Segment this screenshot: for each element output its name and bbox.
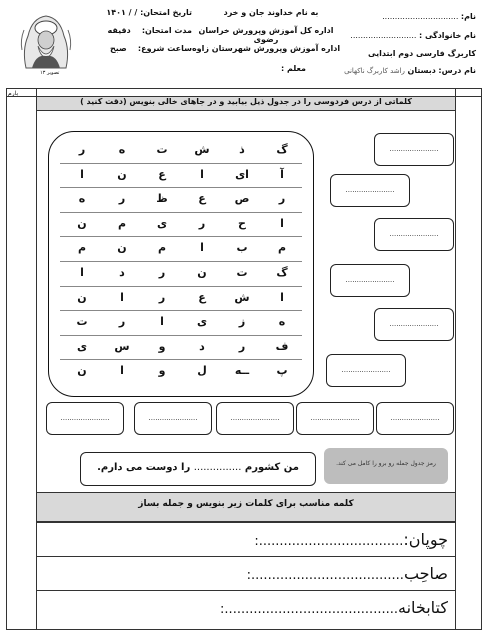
answer-box-11[interactable]	[46, 402, 124, 435]
row-line-1	[36, 522, 456, 523]
grid-letter[interactable]: ت	[156, 143, 168, 156]
exercise-row-3[interactable]	[220, 598, 448, 617]
family-field[interactable]	[336, 31, 476, 40]
grid-letter[interactable]: ص	[234, 192, 250, 206]
header	[6, 6, 482, 88]
grid-letter[interactable]: م	[117, 216, 127, 230]
grid-letter[interactable]: م	[77, 241, 87, 255]
exercise-dots: ...................................:	[254, 534, 404, 549]
grid-letter[interactable]: ا	[120, 364, 124, 378]
exam-date: تاریخ امتحان: / / ۱۴۰۱	[106, 8, 192, 17]
grid-letter[interactable]: ا	[200, 241, 204, 255]
grid-letter[interactable]: ز	[238, 315, 246, 329]
grid-letter[interactable]: آ	[280, 167, 284, 181]
grid-letter[interactable]: ر	[198, 216, 206, 230]
sentence-dots: ...............	[193, 462, 242, 473]
grid-letter[interactable]: ا	[120, 290, 124, 304]
answer-box-2[interactable]	[330, 174, 410, 207]
exercise-word: کتابخانه	[397, 598, 448, 617]
grid-letter[interactable]: ر	[78, 143, 86, 156]
answer-dots: ......................	[390, 414, 440, 422]
word-search-grid	[60, 138, 302, 386]
grid-letter[interactable]: ش	[234, 290, 250, 304]
section2-title: کلمه مناسب برای کلمات زیر بنویس و جمله بساز	[138, 499, 354, 509]
grid-letter[interactable]: س	[114, 339, 130, 353]
start-value: صبح	[110, 44, 127, 53]
grid-letter[interactable]: ی	[196, 315, 208, 329]
logo	[18, 10, 74, 76]
grid-letter[interactable]: د	[199, 339, 205, 353]
grid-letter[interactable]: ر	[118, 192, 126, 206]
answer-dots: ......................	[148, 414, 198, 422]
grid-letter[interactable]: ــه	[234, 364, 250, 378]
name-label: نام:	[460, 12, 476, 21]
grid-letter[interactable]: ن	[77, 216, 87, 230]
name-field[interactable]	[336, 12, 476, 21]
answer-dots: ......................	[310, 414, 360, 422]
exercise-dots: .....................................:	[246, 568, 404, 583]
grid-letter[interactable]: ا	[280, 290, 284, 304]
grid-letter[interactable]: ن	[77, 364, 87, 378]
right-margin-line	[455, 88, 456, 630]
answer-box-8[interactable]	[296, 402, 374, 435]
grid-letter[interactable]: ای	[235, 167, 249, 181]
grid-letter[interactable]: ف	[275, 339, 289, 353]
grid-letter[interactable]: د	[119, 266, 125, 279]
answer-dots: ......................	[389, 230, 439, 238]
row-line-2	[36, 556, 456, 557]
start-label: ساعت شروع:	[137, 44, 192, 53]
answer-box-9[interactable]	[216, 402, 294, 435]
exercise-word: چوپان:	[403, 530, 448, 549]
answer-dots: ......................	[389, 320, 439, 328]
course-field	[326, 66, 476, 75]
grid-letter[interactable]: ت	[76, 315, 88, 329]
sentence	[84, 462, 312, 473]
answer-dots: ......................	[389, 145, 439, 153]
grid-letter[interactable]: ی	[76, 339, 88, 353]
name-dots: ..............................	[382, 12, 459, 21]
exercise-word: صاحِب	[403, 564, 448, 583]
grid-letter[interactable]: ا	[80, 167, 84, 181]
grid-letter[interactable]: ر	[158, 266, 166, 279]
grid-letter[interactable]: ظ	[156, 192, 168, 206]
school-label: کاربرگ فارسی دوم ابتدایی	[367, 49, 476, 58]
answer-dots: ......................	[345, 186, 395, 194]
grid-letter[interactable]: ا	[200, 167, 204, 181]
grid-letter[interactable]: ر	[238, 339, 246, 353]
grid-letter[interactable]: ت	[236, 266, 248, 279]
duration	[92, 26, 192, 35]
answer-box-5[interactable]	[374, 308, 454, 341]
answer-box-7[interactable]	[376, 402, 454, 435]
grid-letter[interactable]: و	[158, 364, 166, 378]
bismillah: به نام خداوند جان و خرد	[223, 8, 319, 17]
grid-letter[interactable]: ا	[160, 315, 164, 329]
exercise-row-1[interactable]	[254, 530, 448, 549]
section1-title: کلماتی از درس فردوسی را در جدول ذیل بیابید و در جاهای خالی بنویس (دقت کنید )	[80, 97, 412, 106]
grid-letter[interactable]: ا	[280, 216, 284, 230]
logo-caption: تصویر ۱۳	[40, 70, 60, 76]
answer-box-10[interactable]	[134, 402, 212, 435]
grid-letter[interactable]: ل	[197, 364, 207, 378]
grid-letter[interactable]: و	[158, 339, 166, 353]
grid-letter[interactable]: ع	[198, 290, 206, 304]
hint-text: رمز جدول جمله رو برو را کامل می کند.	[336, 460, 436, 467]
grid-letter[interactable]: ن	[77, 290, 87, 304]
sentence-suffix: را دوست می دارم.	[97, 462, 191, 473]
teacher-label: معلم :	[281, 64, 306, 73]
grid-letter[interactable]: ح	[238, 216, 246, 230]
grid-letter[interactable]: ذ	[239, 143, 245, 156]
grid-letter[interactable]: ش	[194, 143, 210, 156]
answer-box-4[interactable]	[330, 264, 410, 297]
grid-letter[interactable]: ر	[158, 290, 166, 304]
answer-dots: ......................	[341, 366, 391, 374]
answer-box-6[interactable]	[326, 354, 406, 387]
grid-letter[interactable]: ع	[158, 167, 166, 181]
exercise-dots: ..........................................:	[220, 602, 398, 617]
sentence-prefix: من کشورم	[244, 462, 299, 473]
grid-letter[interactable]: م	[157, 241, 167, 255]
grid-letter[interactable]: ر	[118, 315, 126, 329]
duration-label: مدت امتحان:	[141, 26, 192, 35]
family-dots: ..........................	[350, 31, 417, 40]
grid-letter[interactable]: ه	[118, 143, 126, 156]
answer-box-1[interactable]	[374, 133, 454, 166]
grid-letter[interactable]: م	[277, 241, 287, 255]
grid-letter[interactable]: ه	[278, 315, 286, 329]
exercise-row-2[interactable]	[247, 564, 448, 583]
grid-letter[interactable]: پ	[276, 364, 288, 378]
start-time	[92, 44, 192, 53]
score-label: بارم	[8, 90, 19, 97]
grid-letter[interactable]: ن	[117, 167, 127, 181]
duration-value: دقیقه	[107, 26, 131, 35]
course-label: نام درس:	[438, 66, 476, 75]
grid-letter[interactable]: ن	[117, 241, 127, 255]
family-label: نام خانوادگی :	[418, 31, 476, 40]
grid-letter[interactable]: ع	[198, 192, 206, 206]
left-margin-line	[36, 88, 37, 630]
answer-dots: ......................	[230, 414, 280, 422]
answer-box-3[interactable]	[374, 218, 454, 251]
answer-dots: ......................	[60, 414, 110, 422]
grid-letter[interactable]: ر	[278, 192, 286, 206]
course-extra: راشد کاربرگ ناکهانی	[344, 67, 405, 75]
answer-dots: ......................	[345, 276, 395, 284]
grid-letter[interactable]: ا	[80, 266, 84, 279]
grid-letter[interactable]: ن	[197, 266, 207, 279]
row-line-3	[36, 590, 456, 591]
office-province: اداره کل آموزش وپرورش خراسان رضوی	[198, 26, 334, 44]
grid-letter[interactable]: گ	[276, 266, 288, 279]
grid-letter[interactable]: گ	[276, 143, 288, 156]
course-value: دبستان	[407, 66, 436, 75]
office-city: اداره آموزش وپرورش شهرستان زاوه	[191, 44, 341, 53]
grid-letter[interactable]: ی	[156, 216, 168, 230]
grid-letter[interactable]: ب	[236, 241, 248, 255]
grid-letter[interactable]: ه	[78, 192, 86, 206]
